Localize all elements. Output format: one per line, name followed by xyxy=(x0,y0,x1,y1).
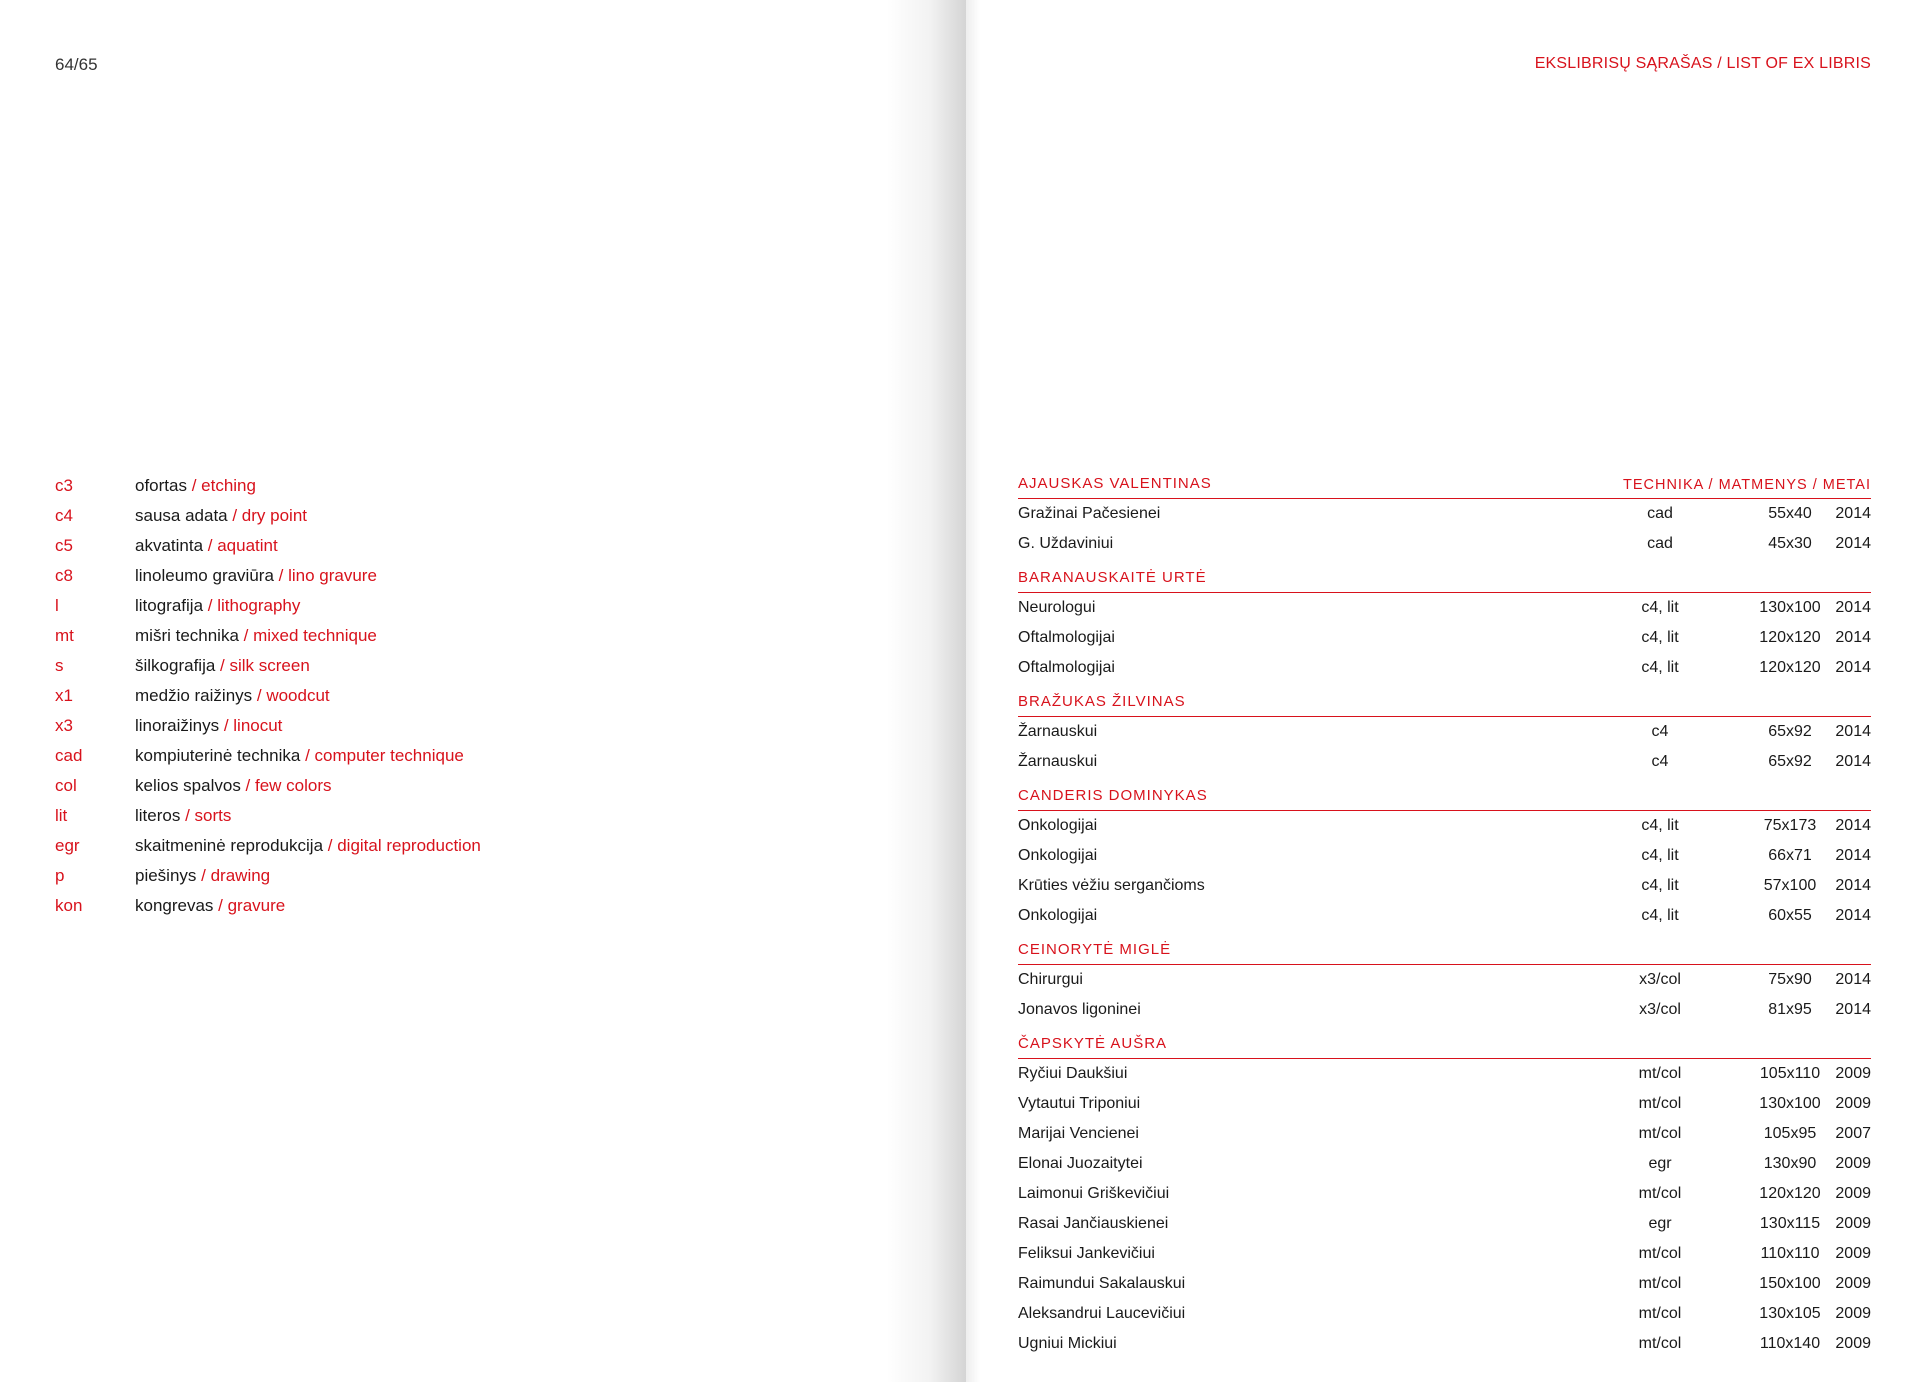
entry-dimensions: 45x30 xyxy=(1768,535,1812,552)
legend-lt-term: litografija xyxy=(135,596,204,615)
artist-name: ČAPSKYTĖ AUŠRA xyxy=(1018,1035,1168,1052)
list-item xyxy=(1018,811,1871,841)
legend-text xyxy=(135,775,332,805)
legend-code: p xyxy=(55,866,65,885)
entry-technique: egr xyxy=(1648,1215,1672,1232)
page-header-title: EKSLIBRISŲ SĄRAŠAS / LIST OF EX LIBRIS xyxy=(1534,55,1871,72)
entry-year: 2014 xyxy=(1835,971,1871,988)
entry-dimensions: 130x115 xyxy=(1759,1215,1821,1232)
entry-year: 2014 xyxy=(1835,817,1871,834)
legend-code: c4 xyxy=(55,506,73,525)
entry-title: Feliksui Jankevičiui xyxy=(1018,1245,1155,1262)
list-item xyxy=(1018,653,1871,683)
legend-lt-term: šilkografija xyxy=(135,656,216,675)
legend-lt-term: linoleumo graviūra xyxy=(135,566,274,585)
legend-code: c8 xyxy=(55,566,73,585)
entry-title: Raimundui Sakalauskui xyxy=(1018,1275,1186,1292)
legend-row xyxy=(55,805,481,835)
entry-dimensions: 65x92 xyxy=(1768,753,1812,770)
legend-code: col xyxy=(55,776,77,795)
legend-en-term: / lino gravure xyxy=(273,566,377,585)
list-item xyxy=(1018,1299,1871,1329)
legend-row xyxy=(55,835,481,865)
list-item xyxy=(1018,1239,1871,1269)
list-item xyxy=(1018,499,1871,529)
legend-code: s xyxy=(55,656,64,675)
entry-dimensions: 105x95 xyxy=(1763,1125,1817,1142)
legend-text xyxy=(135,865,270,895)
list-item xyxy=(1018,841,1871,871)
legend-en-term: / computer technique xyxy=(300,746,464,765)
legend-text xyxy=(135,715,282,745)
entry-title: Marijai Vencienei xyxy=(1018,1125,1139,1142)
entry-year: 2014 xyxy=(1835,535,1871,552)
entry-technique: c4 xyxy=(1651,723,1669,740)
entry-dimensions: 130x100 xyxy=(1759,599,1821,616)
legend-row xyxy=(55,745,481,775)
entry-technique: c4, lit xyxy=(1641,659,1679,676)
legend-code: mt xyxy=(55,626,74,645)
list-item xyxy=(1018,871,1871,901)
entry-dimensions: 75x90 xyxy=(1768,971,1812,988)
entry-dimensions: 120x120 xyxy=(1759,629,1821,646)
entry-technique: mt/col xyxy=(1638,1305,1682,1322)
entry-technique: c4, lit xyxy=(1641,629,1679,646)
legend-code: l xyxy=(55,596,59,615)
entry-dimensions: 150x100 xyxy=(1759,1275,1821,1292)
entry-dimensions: 110x110 xyxy=(1760,1245,1820,1262)
ex-libris-list xyxy=(1018,471,1871,1359)
column-headers: TECHNIKA / MATMENYS / METAI xyxy=(1622,477,1871,493)
legend-en-term: / few colors xyxy=(240,776,332,795)
entry-title: Laimonui Griškevičiui xyxy=(1018,1185,1170,1202)
artist-header xyxy=(1018,783,1871,811)
legend-row xyxy=(55,565,481,595)
list-item xyxy=(1018,965,1871,995)
entry-title: Gražinai Pačesienei xyxy=(1018,505,1161,522)
entry-year: 2009 xyxy=(1835,1065,1871,1082)
list-item xyxy=(1018,747,1871,777)
entry-year: 2014 xyxy=(1835,907,1871,924)
legend-lt-term: skaitmeninė reprodukcija xyxy=(135,836,324,855)
artist-name: CEINORYTĖ MIGLĖ xyxy=(1018,941,1172,958)
entry-title: Onkologijai xyxy=(1018,847,1098,864)
entry-year: 2014 xyxy=(1835,723,1871,740)
legend-text xyxy=(135,655,310,685)
entry-dimensions: 81x95 xyxy=(1768,1001,1812,1018)
entry-title: Žarnauskui xyxy=(1018,723,1098,740)
entry-title: Ugniui Mickiui xyxy=(1018,1335,1117,1352)
legend-en-term: / sorts xyxy=(180,806,232,825)
entry-year: 2009 xyxy=(1835,1215,1871,1232)
legend-row xyxy=(55,895,481,925)
list-item xyxy=(1018,1209,1871,1239)
list-item xyxy=(1018,593,1871,623)
entry-dimensions: 130x100 xyxy=(1759,1095,1821,1112)
artist-header xyxy=(1018,471,1871,499)
entry-year: 2009 xyxy=(1835,1335,1871,1352)
legend-text xyxy=(135,505,307,535)
entry-technique: mt/col xyxy=(1638,1335,1682,1352)
legend-code: c3 xyxy=(55,476,73,495)
legend-code: cad xyxy=(55,746,83,765)
entry-title: Onkologijai xyxy=(1018,817,1098,834)
entry-dimensions: 105x110 xyxy=(1759,1065,1821,1082)
artist-name: CANDERIS DOMINYKAS xyxy=(1018,787,1208,804)
artist-header xyxy=(1018,937,1871,965)
legend-text xyxy=(135,805,231,835)
entry-dimensions: 57x100 xyxy=(1763,877,1817,894)
legend-en-term: / lithography xyxy=(203,596,301,615)
legend-code: kon xyxy=(55,896,83,915)
entry-title: Oftalmologijai xyxy=(1018,629,1115,646)
legend-row xyxy=(55,595,481,625)
legend-lt-term: akvatinta xyxy=(135,536,204,555)
entry-dimensions: 55x40 xyxy=(1768,505,1812,522)
legend-en-term: / etching xyxy=(191,476,256,495)
legend-code: x1 xyxy=(55,686,73,705)
legend-row xyxy=(55,775,481,805)
list-item xyxy=(1018,529,1871,559)
entry-title: Neurologui xyxy=(1018,599,1096,616)
legend-row xyxy=(55,715,481,745)
legend-code: lit xyxy=(55,806,68,825)
legend-lt-term: mišri technika xyxy=(135,626,239,645)
legend-text xyxy=(135,745,464,775)
entry-technique: mt/col xyxy=(1638,1275,1682,1292)
entry-technique: c4, lit xyxy=(1641,817,1679,834)
entry-year: 2014 xyxy=(1835,599,1871,616)
legend-text xyxy=(135,625,377,655)
entry-dimensions: 75x173 xyxy=(1763,817,1817,834)
entry-technique: x3/col xyxy=(1639,971,1681,988)
entry-title: Chirurgui xyxy=(1018,971,1083,988)
legend-text xyxy=(135,835,481,865)
entry-year: 2014 xyxy=(1835,629,1871,646)
entry-year: 2009 xyxy=(1835,1275,1871,1292)
entry-technique: cad xyxy=(1647,505,1673,522)
list-item xyxy=(1018,995,1871,1025)
entry-technique: c4 xyxy=(1651,753,1669,770)
entry-technique: c4, lit xyxy=(1641,847,1679,864)
legend-en-term: / linocut xyxy=(219,716,283,735)
entry-technique: mt/col xyxy=(1638,1245,1682,1262)
entry-year: 2014 xyxy=(1835,659,1871,676)
entry-technique: egr xyxy=(1648,1155,1672,1172)
entry-technique: mt/col xyxy=(1638,1125,1682,1142)
entry-year: 2014 xyxy=(1835,877,1871,894)
legend-row xyxy=(55,625,481,655)
entry-technique: mt/col xyxy=(1638,1185,1682,1202)
list-item xyxy=(1018,623,1871,653)
list-item xyxy=(1018,901,1871,931)
entry-year: 2009 xyxy=(1835,1155,1871,1172)
legend-lt-term: kongrevas xyxy=(135,896,214,915)
legend-row xyxy=(55,475,481,505)
entry-title: Jonavos ligoninei xyxy=(1018,1001,1141,1018)
entry-title: Aleksandrui Laucevičiui xyxy=(1018,1305,1186,1322)
entry-title: Onkologijai xyxy=(1018,907,1098,924)
entry-title: Vytautui Triponiui xyxy=(1018,1095,1141,1112)
entry-year: 2014 xyxy=(1835,847,1871,864)
legend-text xyxy=(135,895,285,925)
legend-code: x3 xyxy=(55,716,73,735)
list-item xyxy=(1018,1059,1871,1089)
artist-header xyxy=(1018,689,1871,717)
entry-title: Rasai Jančiauskienei xyxy=(1018,1215,1169,1232)
list-item xyxy=(1018,1089,1871,1119)
entry-dimensions: 130x105 xyxy=(1759,1305,1821,1322)
entry-title: Ryčiui Daukšiui xyxy=(1018,1065,1128,1082)
legend-lt-term: linoraižinys xyxy=(135,716,220,735)
legend-en-term: / mixed technique xyxy=(238,626,377,645)
artist-name: AJAUSKAS VALENTINAS xyxy=(1018,475,1212,492)
legend-lt-term: kelios spalvos xyxy=(135,776,241,795)
entry-technique: x3/col xyxy=(1639,1001,1681,1018)
legend-en-term: / aquatint xyxy=(203,536,278,555)
entry-technique: mt/col xyxy=(1638,1065,1682,1082)
entry-title: Oftalmologijai xyxy=(1018,659,1115,676)
entry-dimensions: 66x71 xyxy=(1768,847,1812,864)
entry-dimensions: 120x120 xyxy=(1759,659,1821,676)
entry-year: 2009 xyxy=(1835,1095,1871,1112)
artist-header xyxy=(1018,1031,1871,1059)
legend-row xyxy=(55,655,481,685)
legend-code: c5 xyxy=(55,536,73,555)
entry-year: 2009 xyxy=(1835,1245,1871,1262)
legend-text xyxy=(135,535,278,565)
legend-en-term: / silk screen xyxy=(215,656,310,675)
technique-legend xyxy=(55,475,481,925)
legend-row xyxy=(55,865,481,895)
legend-lt-term: piešinys xyxy=(135,866,197,885)
list-item xyxy=(1018,1269,1871,1299)
legend-text xyxy=(135,565,377,595)
artist-name: BRAŽUKAS ŽILVINAS xyxy=(1018,693,1186,710)
list-item xyxy=(1018,1119,1871,1149)
entry-technique: mt/col xyxy=(1638,1095,1682,1112)
list-item xyxy=(1018,1179,1871,1209)
legend-en-term: / gravure xyxy=(213,896,286,915)
legend-en-term: / woodcut xyxy=(252,686,330,705)
entry-dimensions: 65x92 xyxy=(1768,723,1812,740)
entry-year: 2014 xyxy=(1835,753,1871,770)
legend-row xyxy=(55,535,481,565)
entry-technique: c4, lit xyxy=(1641,599,1679,616)
page-number: 64/65 xyxy=(55,55,98,74)
entry-title: Elonai Juozaitytei xyxy=(1018,1155,1143,1172)
list-item xyxy=(1018,1149,1871,1179)
legend-lt-term: medžio raižinys xyxy=(135,686,253,705)
legend-text xyxy=(135,475,256,505)
legend-lt-term: literos xyxy=(135,806,181,825)
legend-lt-term: sausa adata xyxy=(135,506,228,525)
right-page xyxy=(966,0,1920,1382)
entry-year: 2014 xyxy=(1835,505,1871,522)
entry-technique: c4, lit xyxy=(1641,907,1679,924)
entry-dimensions: 130x90 xyxy=(1763,1155,1817,1172)
legend-text xyxy=(135,685,330,715)
entry-technique: c4, lit xyxy=(1641,877,1679,894)
entry-year: 2007 xyxy=(1835,1125,1871,1142)
entry-title: Žarnauskui xyxy=(1018,753,1098,770)
legend-row xyxy=(55,685,481,715)
legend-en-term: / dry point xyxy=(227,506,308,525)
legend-text xyxy=(135,595,300,625)
legend-en-term: / drawing xyxy=(196,866,271,885)
entry-dimensions: 120x120 xyxy=(1759,1185,1821,1202)
entry-year: 2009 xyxy=(1835,1185,1871,1202)
legend-row xyxy=(55,505,481,535)
entry-title: G. Uždaviniui xyxy=(1018,535,1114,552)
list-item xyxy=(1018,1329,1871,1359)
artist-name: BARANAUSKAITĖ URTĖ xyxy=(1018,569,1207,586)
entry-dimensions: 110x140 xyxy=(1759,1335,1821,1352)
entry-year: 2014 xyxy=(1835,1001,1871,1018)
entry-year: 2009 xyxy=(1835,1305,1871,1322)
artist-header xyxy=(1018,565,1871,593)
legend-code: egr xyxy=(55,836,80,855)
legend-lt-term: ofortas xyxy=(135,476,192,495)
entry-dimensions: 60x55 xyxy=(1768,907,1812,924)
legend-lt-term: kompiuterinė technika xyxy=(135,746,301,765)
entry-title: Krūties vėžiu sergančioms xyxy=(1018,877,1205,894)
entry-technique: cad xyxy=(1647,535,1673,552)
list-item xyxy=(1018,717,1871,747)
legend-en-term: / digital reproduction xyxy=(323,836,481,855)
